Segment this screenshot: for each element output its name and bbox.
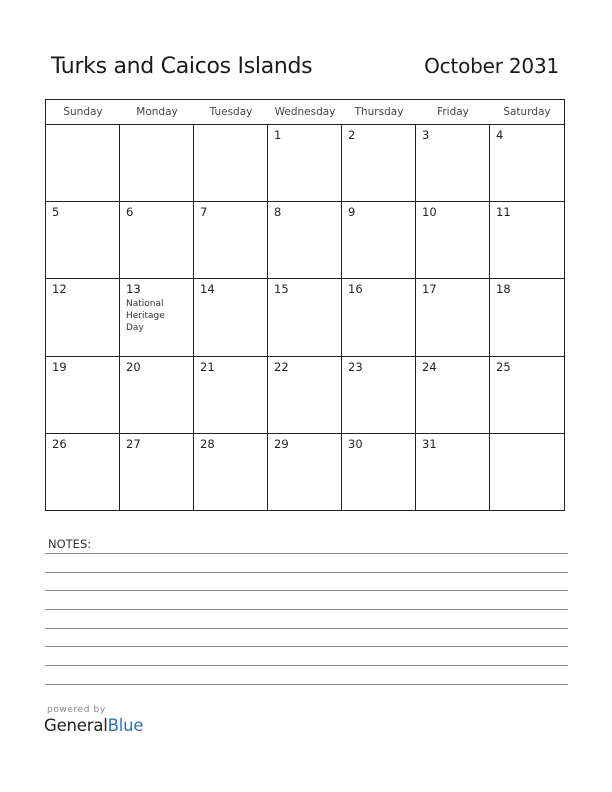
day-number: 7 (200, 205, 208, 220)
notes-line (45, 590, 568, 591)
day-number: 31 (422, 436, 437, 451)
day-cell (120, 357, 194, 434)
brand-blue: Blue (107, 716, 144, 735)
day-number: 26 (52, 436, 67, 451)
day-cell (490, 125, 564, 202)
day-cell (268, 357, 342, 434)
day-cell (120, 125, 194, 202)
day-number: 12 (52, 282, 67, 297)
day-cell (490, 357, 564, 434)
day-cell (46, 357, 120, 434)
day-number: 11 (496, 205, 511, 220)
weekday-header: Friday (437, 106, 469, 118)
holiday-label: National Heritage Day (126, 299, 165, 334)
day-cell (120, 202, 194, 279)
day-cell (46, 125, 120, 202)
weekday-header: Sunday (63, 106, 103, 118)
day-number: 2 (348, 128, 356, 142)
calendar-table (45, 99, 565, 511)
notes-line (45, 684, 568, 685)
notes-label: NOTES: (48, 537, 92, 551)
day-number: 9 (348, 205, 356, 220)
day-cell (46, 434, 120, 511)
day-number: 21 (200, 359, 215, 374)
day-number: 15 (274, 282, 289, 297)
weekday-header: Wednesday (274, 106, 336, 118)
day-cell (416, 202, 490, 279)
day-number: 28 (200, 436, 215, 451)
day-cell (46, 279, 120, 356)
notes-line (45, 609, 568, 610)
day-cell (342, 202, 416, 279)
day-cell (342, 357, 416, 434)
day-cell (194, 279, 268, 356)
day-cell (194, 202, 268, 279)
day-cell (194, 125, 268, 202)
day-cell (194, 357, 268, 434)
day-number: 5 (52, 205, 60, 220)
day-number: 25 (496, 359, 511, 374)
generalblue-logo (44, 716, 143, 735)
day-number: 27 (126, 436, 141, 451)
day-cell (490, 202, 564, 279)
notes-line (45, 553, 568, 554)
calendar-country-title: Turks and Caicos Islands (51, 54, 313, 79)
weekday-header: Saturday (503, 106, 551, 118)
day-cell (46, 202, 120, 279)
day-number: 3 (422, 128, 430, 142)
day-cell (268, 125, 342, 202)
day-cell (268, 279, 342, 356)
day-number: 22 (274, 359, 289, 374)
notes-line (45, 628, 568, 629)
day-number: 17 (422, 282, 437, 297)
day-cell (416, 434, 490, 511)
day-cell (342, 434, 416, 511)
day-number: 10 (422, 205, 437, 220)
day-number: 23 (348, 359, 363, 374)
day-number: 13 (126, 282, 141, 297)
notes-line (45, 665, 568, 666)
day-cell (342, 125, 416, 202)
day-number: 18 (496, 282, 511, 297)
day-cell (120, 434, 194, 511)
day-cell (416, 279, 490, 356)
weekday-header: Tuesday (209, 106, 253, 118)
notes-line (45, 646, 568, 647)
day-number: 20 (126, 359, 141, 374)
day-number: 19 (52, 359, 67, 374)
day-cell (268, 202, 342, 279)
calendar-days-grid (46, 125, 564, 511)
day-number: 14 (200, 282, 215, 297)
day-number: 8 (274, 205, 282, 220)
brand-general: General (44, 716, 108, 735)
weekday-header: Thursday (354, 106, 404, 118)
notes-line (45, 572, 568, 573)
day-number: 29 (274, 436, 289, 451)
day-number: 24 (422, 359, 437, 374)
day-cell (490, 434, 564, 511)
powered-by-text: powered by (47, 705, 106, 715)
day-cell (268, 434, 342, 511)
day-number: 6 (126, 205, 134, 220)
day-cell (416, 357, 490, 434)
day-cell (194, 434, 268, 511)
day-number: 16 (348, 282, 363, 297)
calendar-month-title: October 2031 (424, 54, 559, 78)
day-cell (490, 279, 564, 356)
day-cell (416, 125, 490, 202)
weekday-header-row (46, 100, 564, 125)
day-number: 30 (348, 436, 363, 451)
weekday-header: Monday (136, 106, 178, 118)
day-number: 4 (496, 128, 504, 142)
day-cell (120, 279, 194, 356)
day-cell (342, 279, 416, 356)
day-number: 1 (274, 128, 282, 142)
